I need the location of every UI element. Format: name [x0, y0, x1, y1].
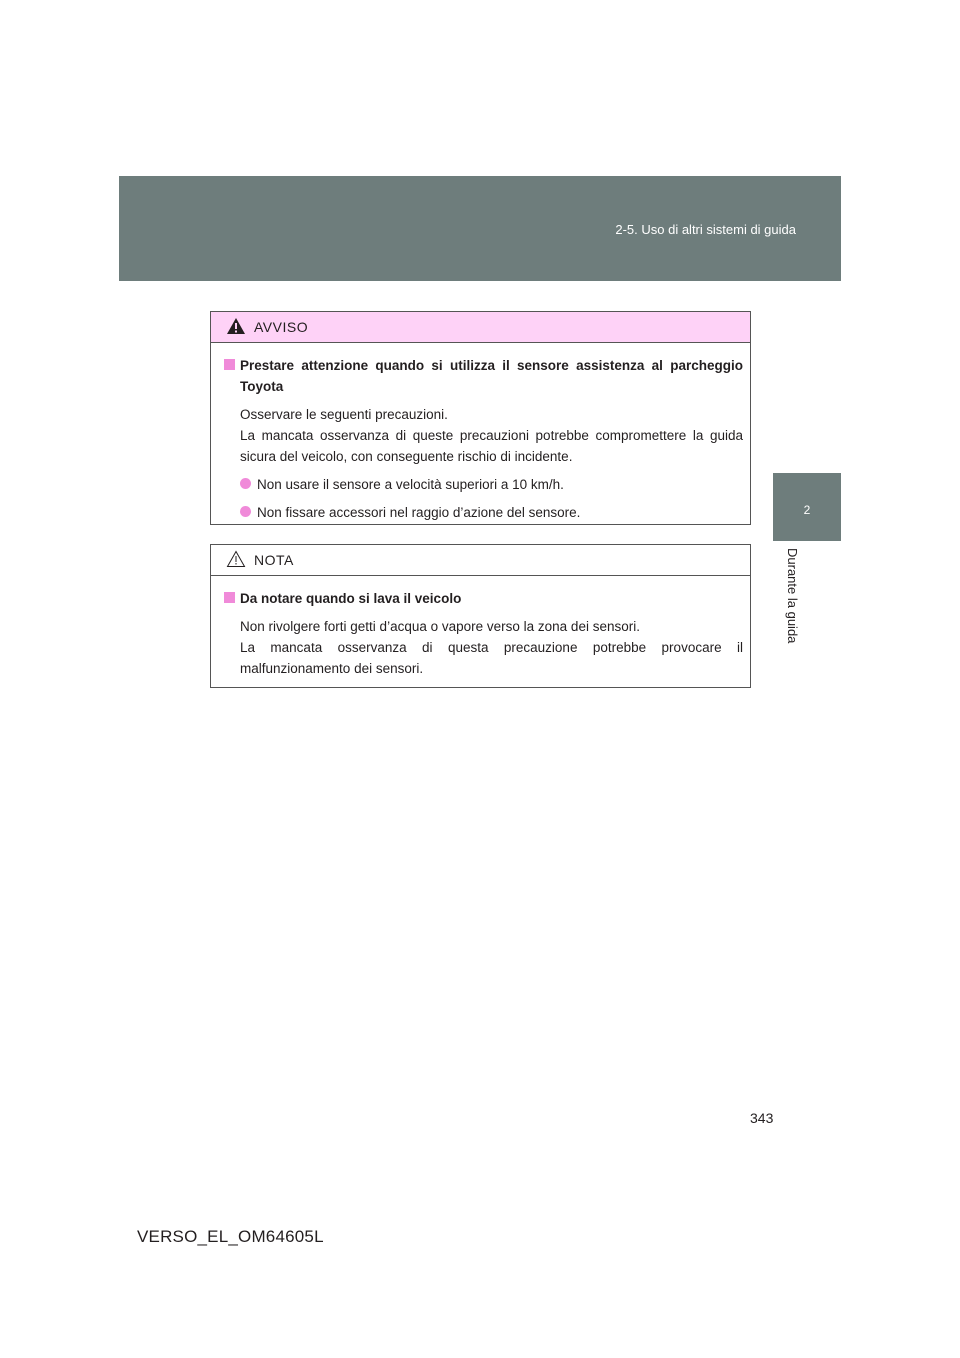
square-bullet-icon [224, 592, 235, 603]
warning-heading: Prestare attenzione quando si utilizza il sensore assistenza al parcheggio Toyota [224, 355, 743, 397]
square-bullet-icon [224, 359, 235, 370]
warning-paragraph: Osservare le seguenti precauzioni. [240, 407, 448, 422]
header-band [119, 176, 841, 281]
note-box [210, 544, 751, 688]
caution-icon [226, 550, 246, 568]
list-item: Non fissare accessori nel raggio d’azione del sensore. [240, 502, 743, 523]
warning-box [210, 311, 751, 525]
page-number: 343 [750, 1110, 774, 1126]
round-bullet-icon [240, 478, 251, 489]
list-item: Non usare il sensore a velocità superiori a 10 km/h. [240, 474, 743, 495]
document-code: VERSO_EL_OM64605L [137, 1227, 324, 1246]
chapter-tab [773, 473, 841, 541]
warning-paragraph: La mancata osservanza di queste precauzioni potrebbe compromettere la guida sicura del veicolo, con conseguente rischio di incidente. [240, 428, 743, 464]
chapter-label: Durante la guida [785, 548, 800, 644]
warning-icon [226, 317, 246, 335]
round-bullet-icon [240, 506, 251, 517]
note-paragraph: Non rivolgere forti getti d’acqua o vapore verso la zona dei sensori. [240, 619, 640, 634]
note-label: NOTA [254, 552, 294, 568]
section-title: 2-5. Uso di altri sistemi di guida [615, 222, 796, 237]
note-heading: Da notare quando si lava il veicolo [224, 588, 743, 609]
warning-box-header [211, 312, 750, 343]
chapter-number: 2 [803, 503, 811, 517]
note-box-header [211, 545, 750, 576]
note-paragraph: La mancata osservanza di questa precauzione potrebbe provocare il malfunzionamento dei sensori. [240, 640, 743, 676]
warning-label: AVVISO [254, 319, 309, 335]
